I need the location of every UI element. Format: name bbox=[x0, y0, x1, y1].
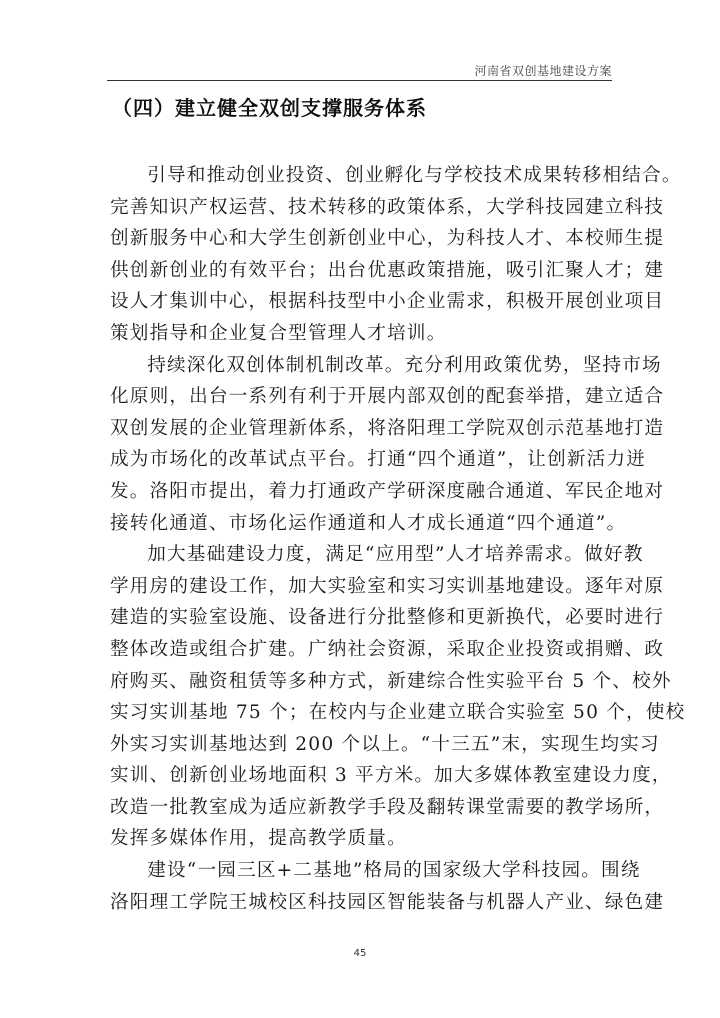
text-line: 建设“一园三区+二基地”格局的国家级大学科技园。围绕 bbox=[147, 860, 641, 882]
text-line: 化原则，出台一系列有利于开展内部双创的配套举措，建立适合 bbox=[110, 386, 665, 408]
running-title: 河南省双创基地建设方案 bbox=[474, 64, 612, 78]
section-title: （四）建立健全双创支撑服务体系 bbox=[112, 96, 427, 120]
text-line: 实习实训基地 75 个；在校内与企业建立联合实验室 50 个，使校 bbox=[110, 702, 686, 724]
text-line: 设人才集训中心，根据科技型中小企业需求，积极开展创业项目 bbox=[110, 291, 665, 313]
text-line: 创新服务中心和大学生创新创业中心，为科技人才、本校师生提 bbox=[110, 228, 665, 250]
text-line: 策划指导和企业复合型管理人才培训。 bbox=[110, 322, 447, 344]
paragraph bbox=[110, 350, 665, 540]
text-line: 改造一批教室成为适应新教学手段及翻转课堂需要的教学场所， bbox=[110, 796, 665, 818]
text-line: 完善知识产权运营、技术转移的政策体系，大学科技园建立科技 bbox=[110, 196, 665, 218]
text-line: 学用房的建设工作，加大实验室和实习实训基地建设。逐年对原 bbox=[110, 575, 665, 597]
text-line: 整体改造或组合扩建。广纳社会资源，采取企业投资或捐赠、政 bbox=[110, 638, 665, 660]
text-line: 成为市场化的改革试点平台。打通“四个通道”，让创新活力迸 bbox=[110, 449, 647, 471]
text-line: 加大基础建设力度，满足“应用型”人才培养需求。做好教 bbox=[147, 544, 644, 566]
text-line: 发。洛阳市提出，着力打通政产学研深度融合通道、军民企地对 bbox=[110, 480, 665, 502]
text-line: 外实习实训基地达到 200 个以上。“十三五”末，实现生均实习 bbox=[110, 733, 660, 755]
page-header bbox=[107, 60, 612, 81]
text-line: 府购买、融资租赁等多种方式，新建综合性实验平台 5 个、校外 bbox=[110, 670, 672, 692]
text-line: 洛阳理工学院王城校区科技园区智能装备与机器人产业、绿色建 bbox=[110, 891, 665, 913]
paragraph bbox=[110, 855, 665, 918]
text-line: 建造的实验室设施、设备进行分批整修和更新换代，必要时进行 bbox=[110, 607, 665, 629]
body-text bbox=[110, 160, 686, 918]
text-line: 双创发展的企业管理新体系，将洛阳理工学院双创示范基地打造 bbox=[110, 417, 665, 439]
text-line: 引导和推动创业投资、创业孵化与学校技术成果转移相结合。 bbox=[147, 165, 682, 186]
page-number: 45 bbox=[353, 948, 367, 959]
text-line: 接转化通道、市场化运作通道和人才成长通道“四个通道”。 bbox=[110, 512, 627, 534]
text-line: 发挥多媒体作用，提高教学质量。 bbox=[110, 828, 407, 850]
text-line: 实训、创新创业场地面积 3 平方米。加大多媒体教室建设力度， bbox=[110, 765, 672, 787]
text-line: 供创新创业的有效平台；出台优惠政策措施，吸引汇聚人才；建 bbox=[110, 259, 665, 281]
paragraph bbox=[110, 160, 682, 350]
paragraph bbox=[110, 539, 686, 855]
text-line: 持续深化双创体制机制改革。充分利用政策优势，坚持市场 bbox=[147, 354, 662, 376]
